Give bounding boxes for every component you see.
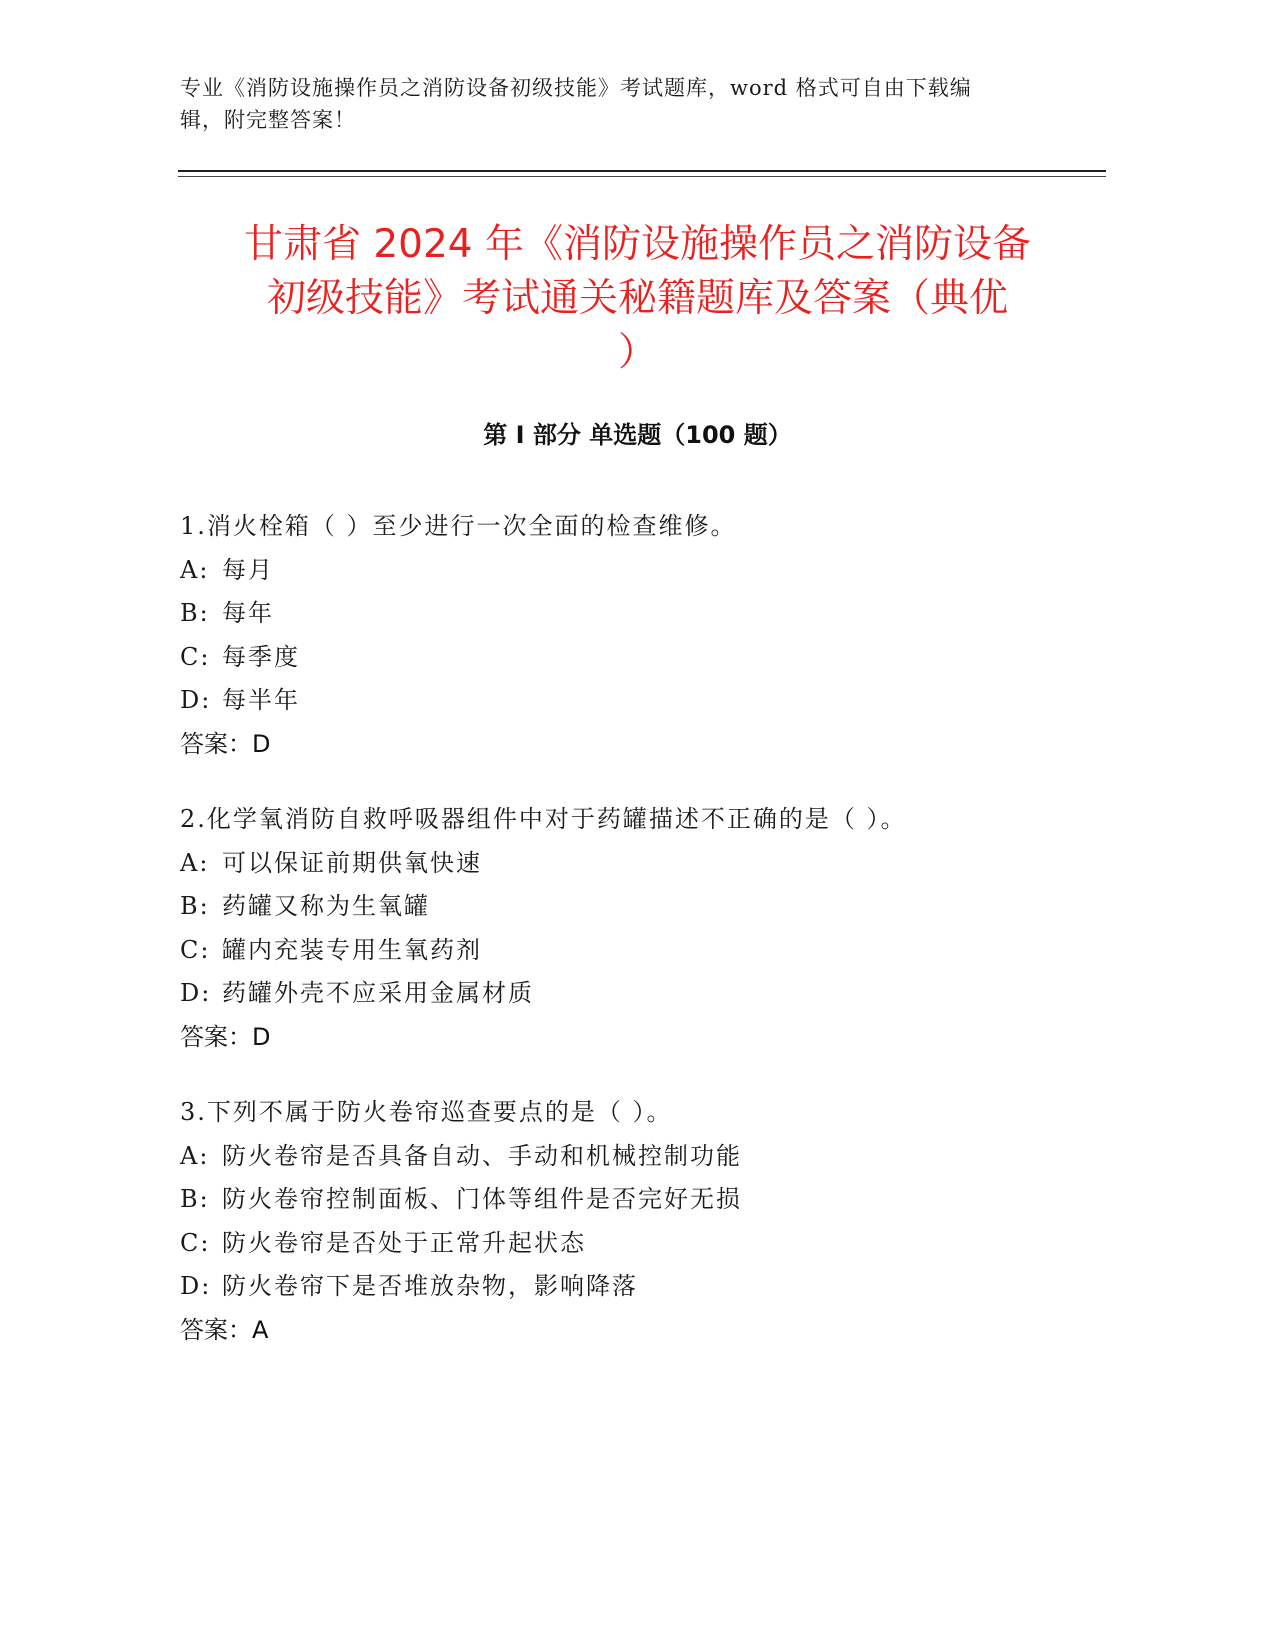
- option-b: [180, 592, 1100, 636]
- option-text: 防火卷帘是否具备自动、手动和机械控制功能: [222, 1141, 742, 1170]
- header-rule-thick: [178, 170, 1106, 172]
- question-3: [180, 1091, 1100, 1352]
- option-b: [180, 1178, 1100, 1222]
- option-text: 每月: [222, 555, 274, 584]
- question-2: [180, 798, 1100, 1059]
- question-stem: 2.化学氧消防自救呼吸器组件中对于药罐描述不正确的是（ ）。: [180, 805, 907, 833]
- header-rule-thin: [178, 176, 1106, 177]
- option-text: 防火卷帘控制面板、门体等组件是否完好无损: [222, 1185, 742, 1213]
- answer-line: 答案：A: [180, 1315, 269, 1344]
- title-line2: 初级技能》考试通关秘籍题库及答案（典优: [266, 276, 1008, 321]
- answer-line: 答案：D: [180, 729, 271, 758]
- title-line3: ）: [617, 330, 657, 375]
- option-letter: C:: [180, 1228, 211, 1257]
- option-letter: B:: [180, 599, 210, 627]
- option-b: [180, 885, 1100, 929]
- option-letter: D:: [180, 1272, 212, 1300]
- option-letter: B:: [180, 1185, 210, 1213]
- header-note-line1: 专业《消防设施操作员之消防设备初级技能》考试题库，word 格式可自由下载编: [180, 76, 972, 100]
- option-text: 罐内充装专用生氧药剂: [222, 935, 482, 964]
- question-list: [180, 505, 1100, 1384]
- option-a: [180, 549, 1100, 593]
- option-text: 防火卷帘下是否堆放杂物，影响降落: [222, 1272, 638, 1300]
- option-text: 每年: [222, 599, 274, 627]
- option-text: 每半年: [222, 686, 300, 714]
- option-text: 药罐外壳不应采用金属材质: [222, 979, 534, 1007]
- question-stem: 1.消火栓箱（ ）至少进行一次全面的检查维修。: [180, 512, 737, 540]
- option-text: 每季度: [222, 642, 300, 671]
- question-1: [180, 505, 1100, 766]
- option-letter: D:: [180, 686, 212, 714]
- header-note-line2: 辑，附完整答案！: [180, 108, 356, 132]
- option-c: [180, 929, 1100, 973]
- question-stem: 3.下列不属于防火卷帘巡查要点的是（ ）。: [180, 1098, 673, 1126]
- option-c: [180, 1222, 1100, 1266]
- option-text: 可以保证前期供氧快速: [222, 848, 482, 877]
- option-d: [180, 679, 1100, 723]
- option-letter: B:: [180, 892, 210, 920]
- option-letter: A:: [180, 555, 210, 584]
- option-c: [180, 636, 1100, 680]
- option-letter: C:: [180, 935, 211, 964]
- option-a: [180, 842, 1100, 886]
- document-title: [160, 218, 1115, 380]
- option-letter: A:: [180, 848, 210, 877]
- option-letter: D:: [180, 979, 212, 1007]
- option-text: 防火卷帘是否处于正常升起状态: [222, 1228, 586, 1257]
- header-note: [180, 72, 1080, 136]
- option-a: [180, 1135, 1100, 1179]
- option-letter: C:: [180, 642, 211, 671]
- answer-line: 答案：D: [180, 1022, 271, 1051]
- option-d: [180, 972, 1100, 1016]
- option-text: 药罐又称为生氧罐: [222, 892, 430, 920]
- option-d: [180, 1265, 1100, 1309]
- title-line1: 甘肃省 2024 年《消防设施操作员之消防设备: [243, 222, 1032, 267]
- section-heading: 第 I 部分 单选题（100 题）: [483, 421, 792, 449]
- option-letter: A:: [180, 1141, 210, 1170]
